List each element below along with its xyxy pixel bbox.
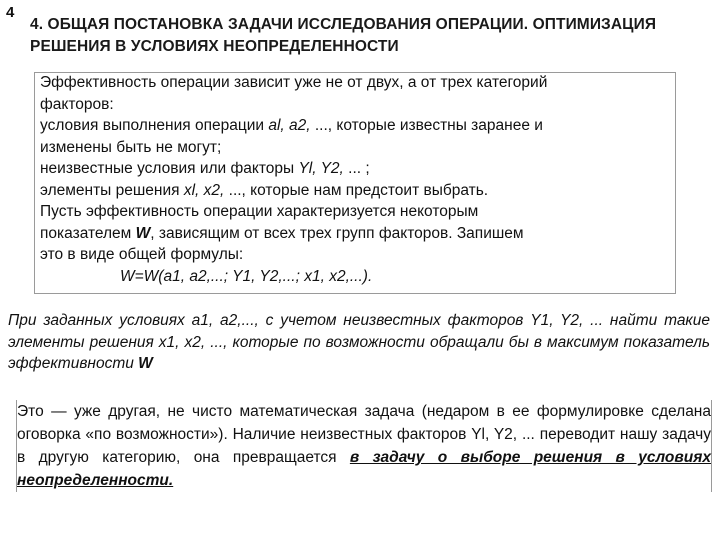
intro-line: неизвестные условия или факторы Yl, Y2, ... ; — [40, 160, 370, 177]
intro-line: Пусть эффективность операции характеризуется некоторым — [40, 203, 479, 220]
emphasis-text: в задачу о выборе решения в условиях неопределенности. — [17, 449, 711, 489]
intro-line: это в виде общей формулы: — [40, 246, 244, 263]
efficiency-symbol: W — [138, 355, 153, 372]
intro-line: изменены быть не могут; — [40, 138, 222, 156]
general-formula: W=W(a1, a2,...; Y1, Y2,...; x1, x2,...). — [120, 267, 373, 285]
intro-line: факторов: — [40, 95, 114, 113]
intro-paragraph — [40, 72, 680, 287]
intro-line: показателем W, зависящим от всех трех групп факторов. Запишем — [40, 224, 524, 242]
variable: xl, x2, — [183, 181, 225, 199]
intro-line: Эффективность операции зависит уже не от двух, а от трех категорий — [40, 74, 548, 91]
variable: Yl, Y2, — [298, 160, 344, 177]
conclusion-paragraph: Это — уже другая, не чисто математическая задача (недаром в ее формулировке сделана оговорка «по возможности»). Наличие неизвестных факторов Yl, Y2, ... переводит нашу задачу в другую категорию, она превращается в задачу о выборе решения в условиях неопределенности. — [16, 400, 712, 492]
intro-line: условия выполнения операции аl, а2, ..., которые известны заранее и — [40, 117, 543, 134]
page-title: 4. ОБЩАЯ ПОСТАНОВКА ЗАДАЧИ ИССЛЕДОВАНИЯ ОПЕРАЦИИ. ОПТИМИЗАЦИЯ РЕШЕНИЯ В УСЛОВИЯХ НЕОПРЕДЕЛЕННОСТИ — [30, 16, 657, 55]
efficiency-symbol: W — [135, 224, 151, 242]
intro-line: элементы решения xl, x2, ..., которые нам предстоит выбрать. — [40, 181, 489, 199]
slide-number: 4 — [6, 4, 15, 21]
problem-statement: При заданных условиях а1, а2,..., с учетом неизвестных факторов Y1, Y2, ... найти такие элементы решения х1, х2, ..., которые по возможности обращали бы в максимум показатель эффективности W — [8, 312, 710, 372]
variable: аl, а2, — [268, 117, 311, 134]
